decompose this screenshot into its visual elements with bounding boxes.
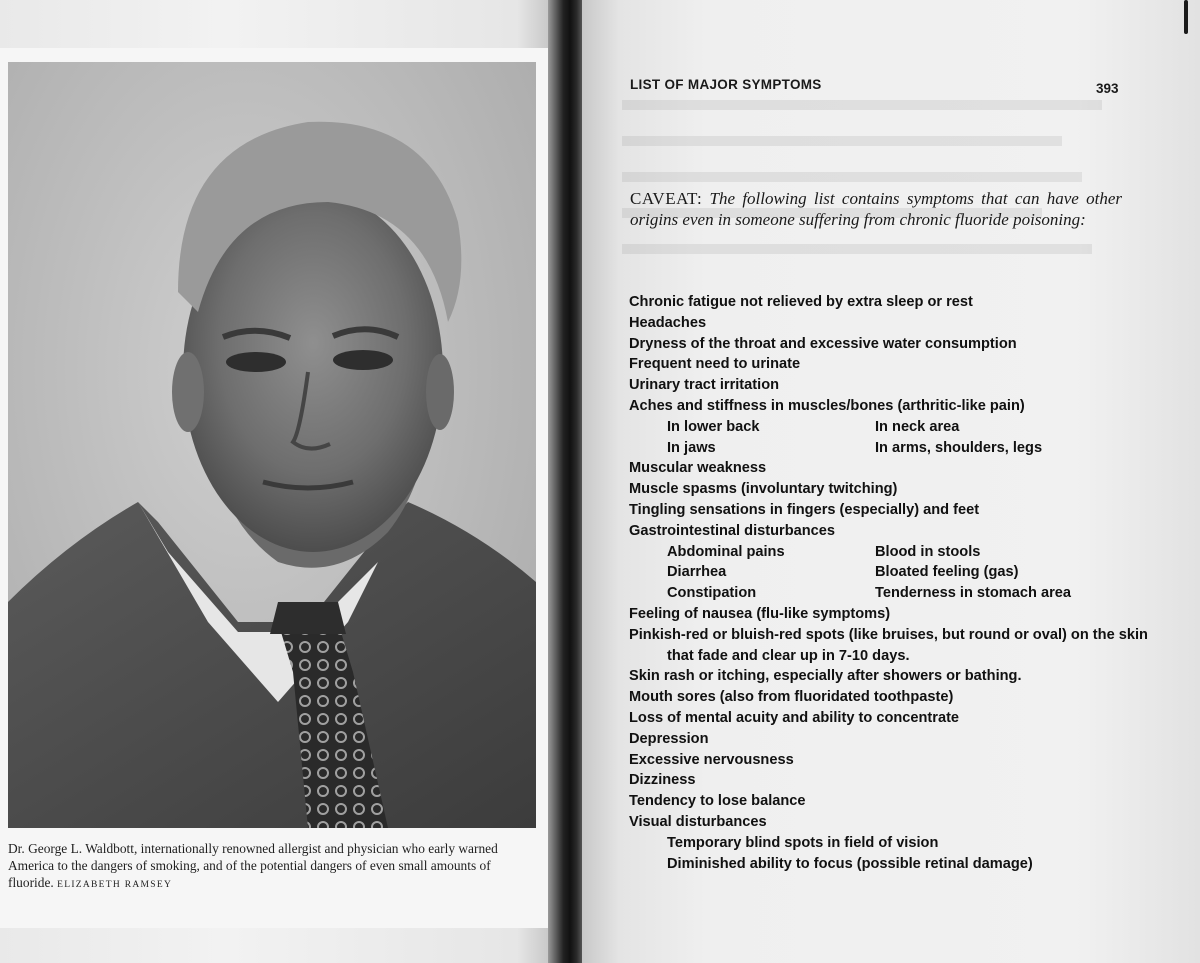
sub-list-row (629, 562, 1149, 583)
sub-list-item: Temporary blind spots in field of vision (667, 834, 939, 851)
right-page (582, 0, 1200, 963)
photo-credit: ELIZABETH RAMSEY (57, 880, 173, 890)
sub-list-item: Bloated feeling (gas) (875, 564, 1019, 581)
sub-list-item: Diminished ability to focus (possible retinal damage) (667, 855, 1033, 872)
sub-list-row (629, 583, 1149, 604)
photo-caption (8, 840, 538, 894)
sub-list-item: Blood in stools (875, 543, 981, 560)
list-item: Muscular weakness (629, 460, 767, 477)
sub-list-item: In neck area (875, 418, 960, 435)
portrait-illustration (8, 62, 536, 828)
caption-text: Dr. George L. Waldbott, internationally renowned allergist and physician who early warned America to the dangers of smoking, and of the potential dangers of even small amounts of fluoride. (8, 841, 498, 890)
list-item: Tingling sensations in fingers (especially) and feet (629, 501, 980, 518)
sub-list-item: In arms, shoulders, legs (875, 439, 1043, 456)
list-item: Dizziness (629, 772, 696, 789)
list-item: Gastrointestinal disturbances (629, 522, 835, 539)
sub-list-item: Constipation (667, 585, 757, 602)
list-item: Feeling of nausea (flu-like symptoms) (629, 605, 891, 622)
symptom-list (629, 292, 1149, 874)
list-item: Headaches (629, 314, 707, 331)
sub-list-row (629, 542, 1149, 563)
list-item: Excessive nervousness (629, 751, 794, 768)
portrait-photo (8, 62, 536, 828)
left-page (0, 0, 562, 963)
list-item: Visual disturbances (629, 813, 767, 830)
caveat-text: The following list contains symptoms that can have other origins even in someone suffering from chronic fluoride poisoning: (630, 189, 1122, 229)
running-head: LIST OF MAJOR SYMPTOMS (630, 77, 822, 92)
list-item: Dryness of the throat and excessive water consumption (629, 335, 1017, 352)
sub-list-item: In jaws (667, 439, 716, 456)
sub-list-item: In lower back (667, 418, 760, 435)
list-item: Muscle spasms (involuntary twitching) (629, 481, 898, 498)
list-item: Chronic fatigue not relieved by extra sleep or rest (629, 294, 973, 310)
sub-list-item: Tenderness in stomach area (875, 585, 1072, 602)
sub-list-row (629, 854, 1149, 875)
sub-list-item: Diarrhea (667, 564, 727, 581)
sub-list-row (629, 438, 1149, 459)
sub-list-item: Abdominal pains (667, 543, 785, 560)
caveat-paragraph (630, 188, 1122, 230)
list-item: Loss of mental acuity and ability to concentrate (629, 709, 960, 726)
list-item: Depression (629, 730, 709, 747)
list-item: Frequent need to urinate (629, 356, 801, 373)
sub-list-row (629, 417, 1149, 438)
list-item: Tendency to lose balance (629, 793, 806, 810)
sub-list-row (629, 833, 1149, 854)
list-item: Pinkish-red or bluish-red spots (like bruises, but round or oval) on the skin that fade and clear up in 7-10 days. (629, 626, 1148, 664)
list-item: Mouth sores (also from fluoridated toothpaste) (629, 689, 954, 706)
page-number: 393 (1096, 81, 1119, 96)
caveat-label: CAVEAT: (630, 189, 703, 208)
list-item: Urinary tract irritation (629, 377, 780, 394)
list-item: Skin rash or itching, especially after showers or bathing. (629, 668, 1022, 685)
list-item: Aches and stiffness in muscles/bones (arthritic-like pain) (629, 397, 1025, 414)
page-edge-mark (1184, 0, 1188, 34)
